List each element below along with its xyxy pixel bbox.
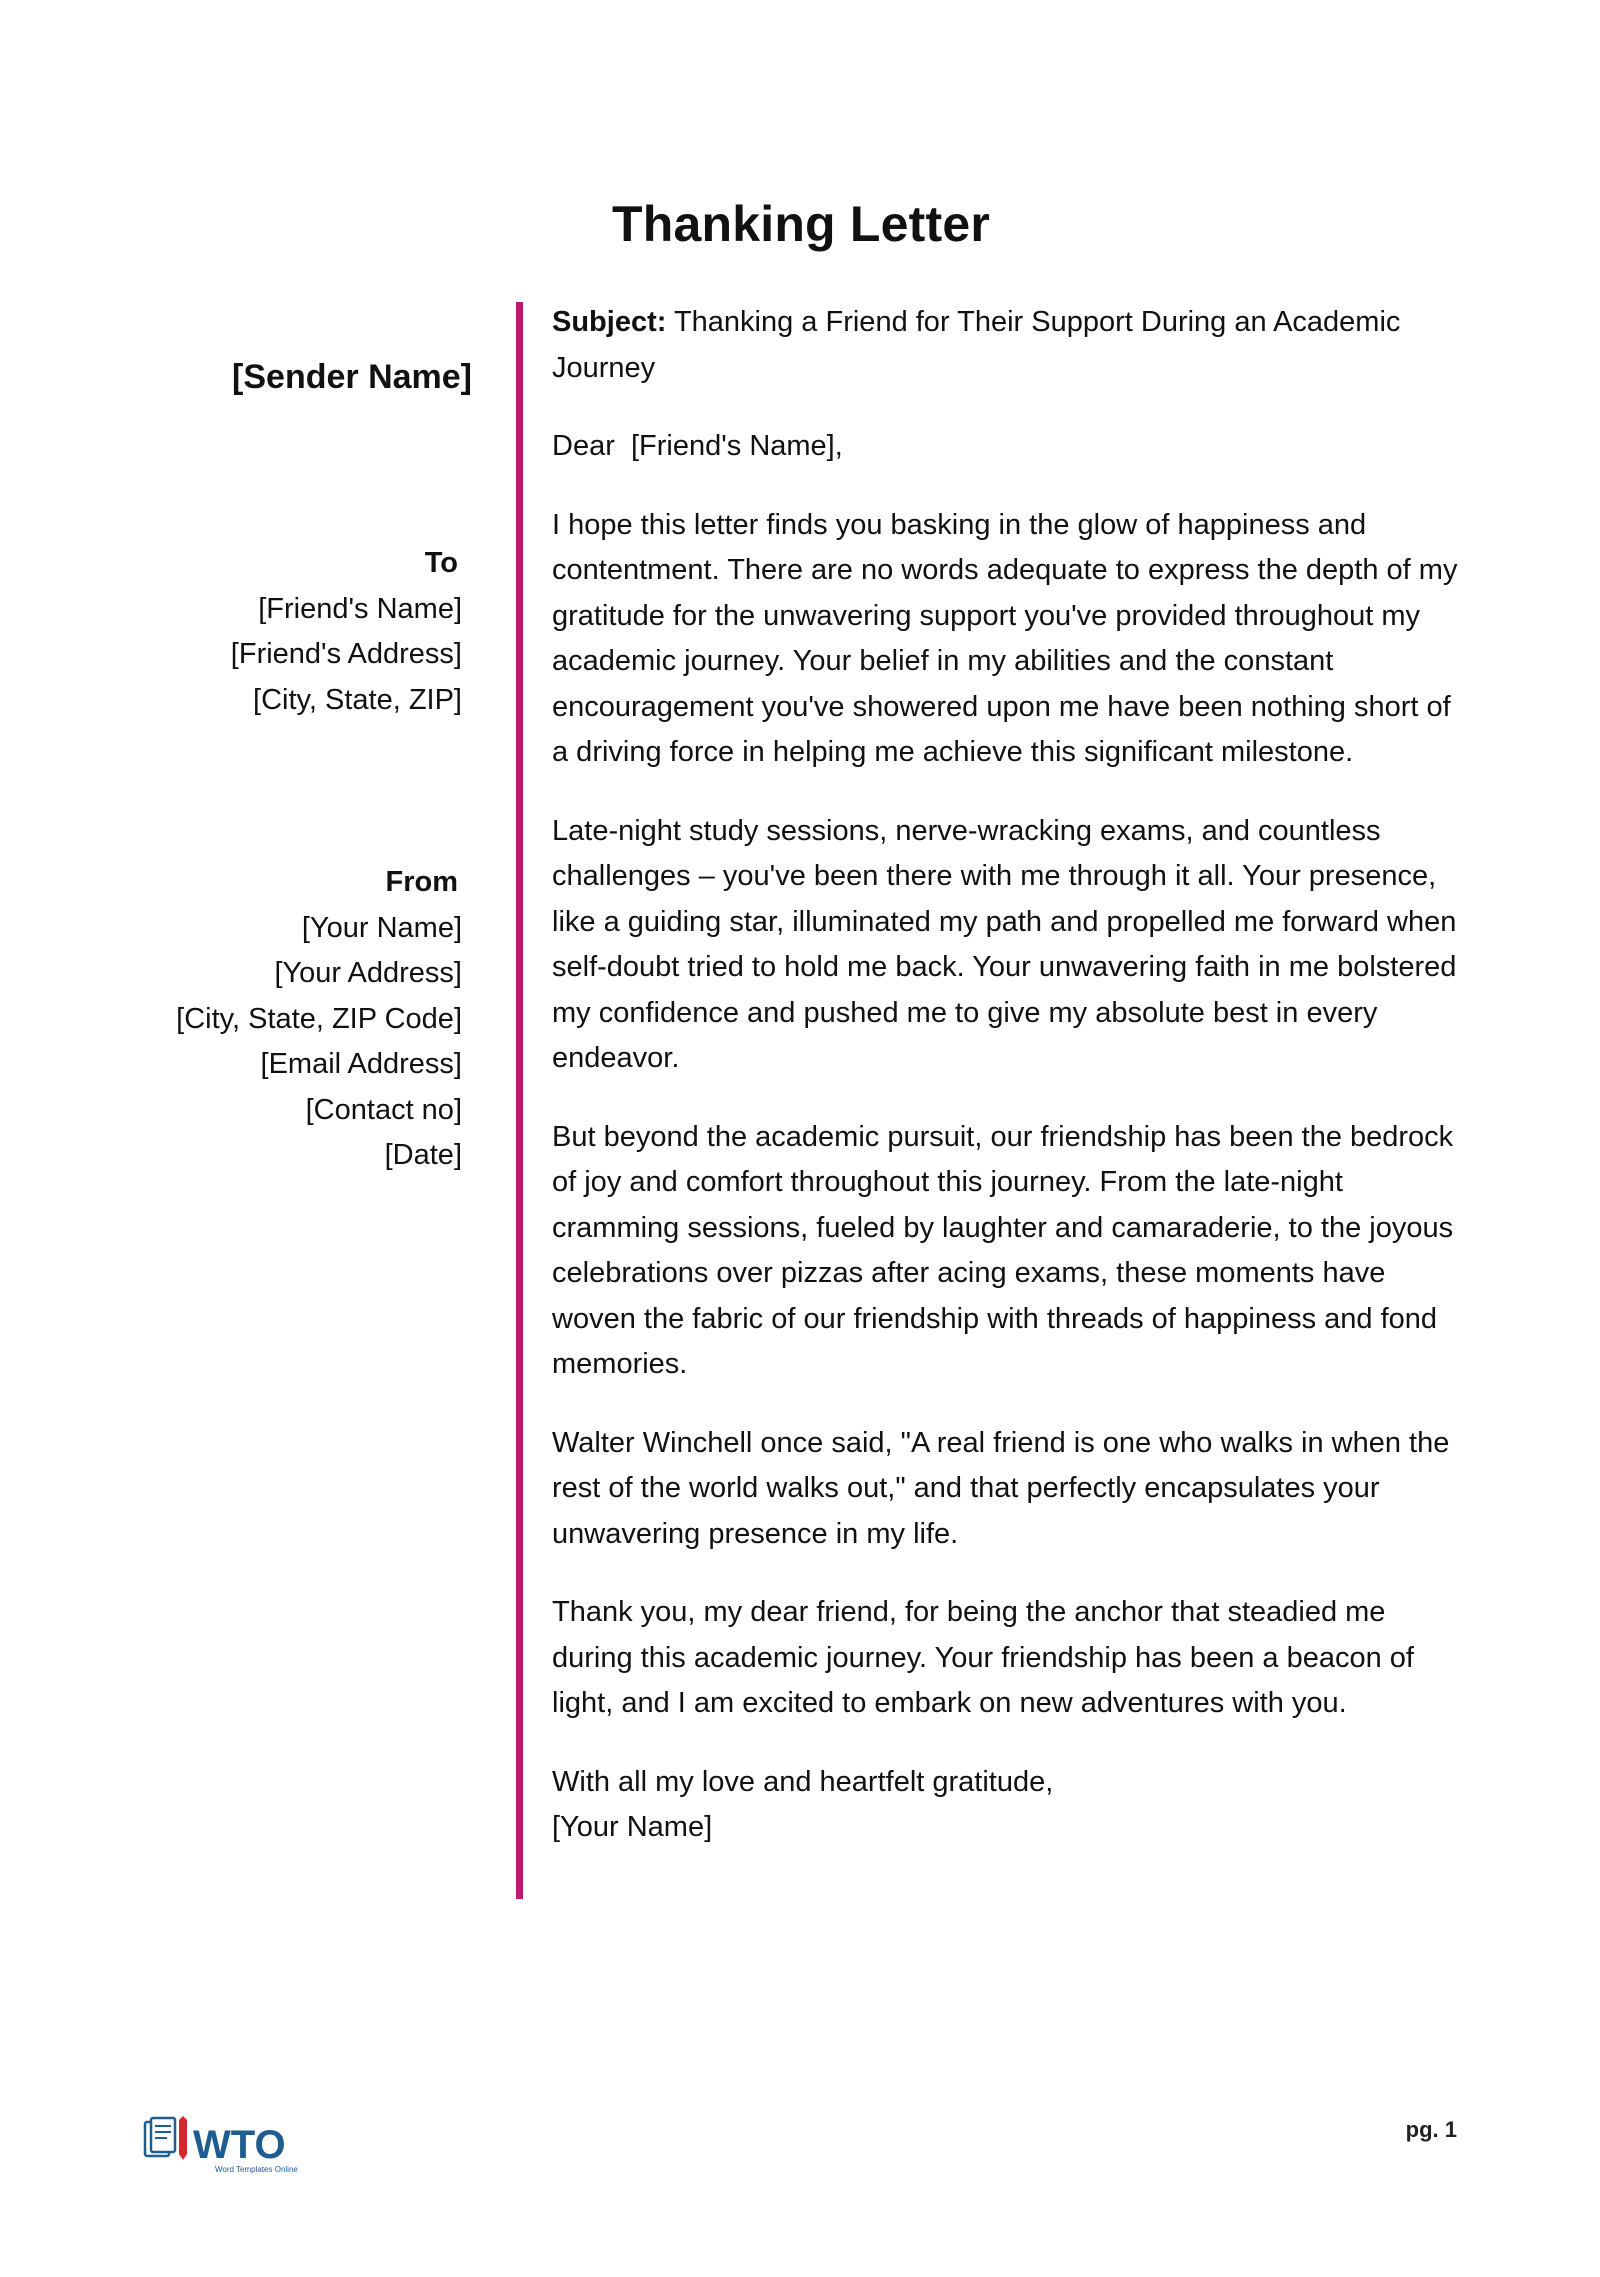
sender-address: [Your Address] xyxy=(274,957,462,989)
paragraph: Late-night study sessions, nerve-wracking exams, and countless challenges – you've been there with me through it all. Your presence, like a guiding star, illuminated my path and propelled me forward when self-doubt tried to hold me back. Your unwavering faith in me bolstered my confidence and pushed me to give my absolute best in every endeavor. xyxy=(552,814,1457,1074)
wto-logo-graphic xyxy=(143,2114,333,2176)
paragraph: Walter Winchell once said, "A real friend is one who walks in when the rest of the world walks out," and that perfectly encapsulates your unwavering presence in my life. xyxy=(552,1426,1450,1550)
recipient-city-state-zip: [City, State, ZIP] xyxy=(253,683,462,716)
page-number: pg. 1 xyxy=(1405,2117,1457,2142)
subject-label: Subject: xyxy=(552,306,667,338)
closing-block xyxy=(552,1760,1472,1851)
signature-name: [Your Name] xyxy=(552,1811,713,1843)
page-title: Thanking Letter xyxy=(611,196,991,252)
sender-date: [Date] xyxy=(384,1139,462,1171)
sender-your-name: [Your Name] xyxy=(301,911,462,944)
subject-text: Thanking a Friend for Their Support During an Academic Journey xyxy=(552,306,1401,384)
subject-line xyxy=(552,300,1472,391)
sender-name: [Sender Name] xyxy=(232,358,472,396)
closing-line: With all my love and heartfelt gratitude, xyxy=(552,1765,1054,1798)
accent-divider xyxy=(516,302,523,1899)
paragraph: Thank you, my dear friend, for being the anchor that steadied me during this academic journey. Your friendship has been a beacon of light, and I am excited to embark on new adventures with you. xyxy=(552,1596,1414,1719)
wto-logo xyxy=(143,2114,333,2176)
sender-city-state-zip: [City, State, ZIP Code] xyxy=(176,1002,462,1035)
salutation: Dear [Friend's Name], xyxy=(552,430,843,462)
paragraph: But beyond the academic pursuit, our friendship has been the bedrock of joy and comfort throughout this journey. From the late-night cramming sessions, fueled by laughter and camaraderie, to the joyous celebrations over pizzas after acing exams, these moments have woven the fabric of our friendship with threads of happiness and fond memories. xyxy=(552,1120,1454,1380)
letter-body xyxy=(552,300,1472,1884)
sender-contact: [Contact no] xyxy=(305,1093,462,1126)
recipient-address: [Friend's Address] xyxy=(230,638,462,670)
logo-tagline: Word Templates Online xyxy=(215,2165,298,2174)
document-icon xyxy=(145,2116,187,2160)
recipient-name: [Friend's Name] xyxy=(258,592,462,625)
logo-text: WTO xyxy=(193,2123,286,2167)
paragraph: I hope this letter finds you basking in the glow of happiness and contentment. There are no words adequate to express the depth of my gratitude for the unwavering support you've provided throughout my academic journey. Your belief in my abilities and the constant encouragement you've showered upon me have been nothing short of a driving force in helping me achieve this significant milestone. xyxy=(552,508,1458,768)
from-heading: From xyxy=(385,866,458,898)
sender-email: [Email Address] xyxy=(260,1048,462,1080)
recipient-block xyxy=(100,541,462,723)
to-heading: To xyxy=(424,547,458,579)
sender-block xyxy=(100,860,462,1179)
